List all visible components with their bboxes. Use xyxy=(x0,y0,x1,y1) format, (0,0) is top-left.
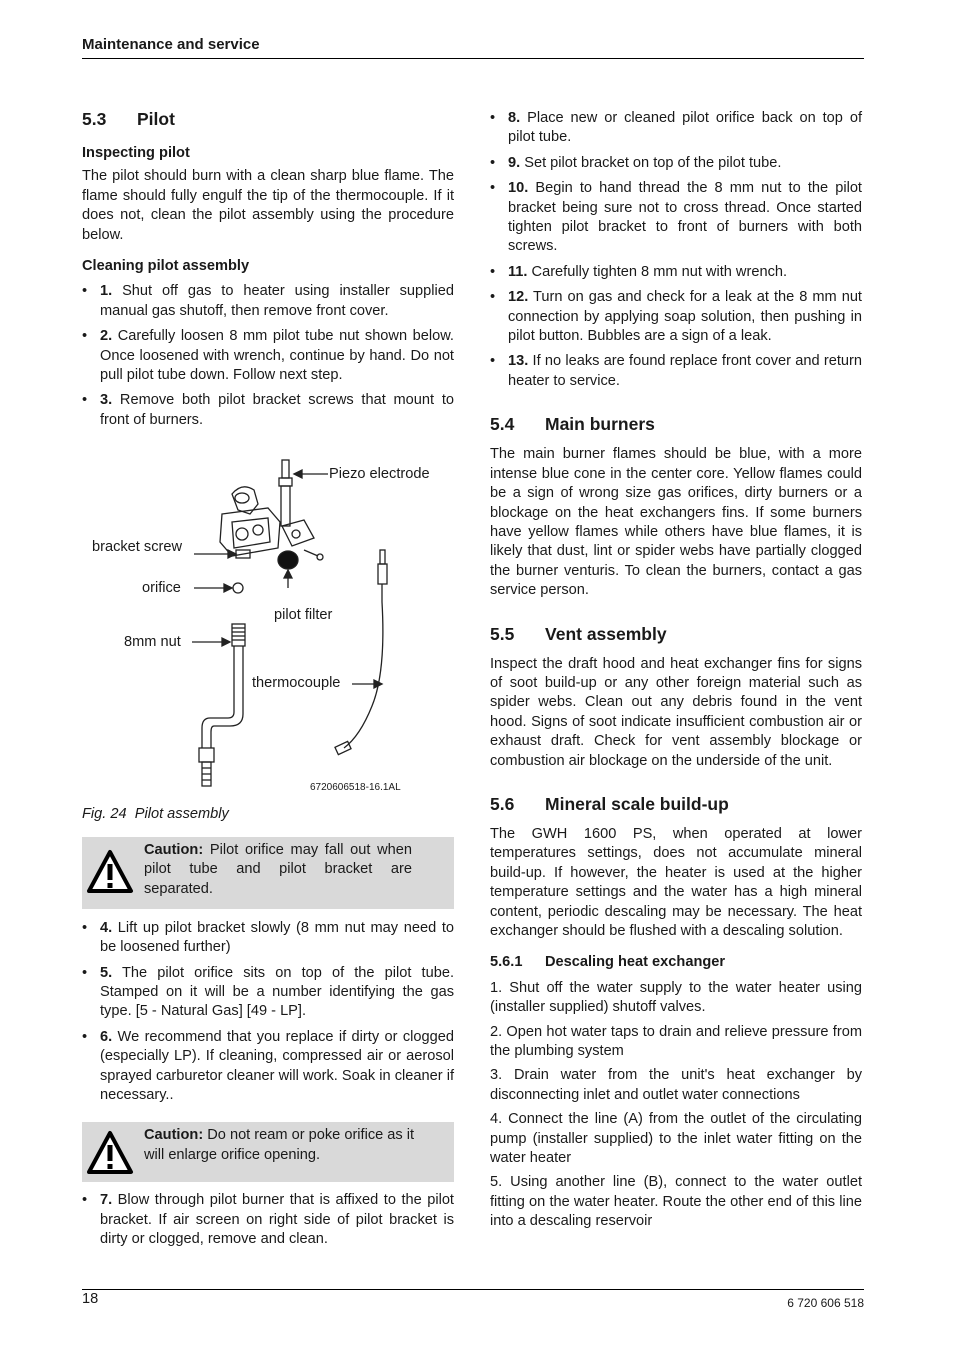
left-column xyxy=(82,108,454,1250)
figure-caption: Fig. 24 Pilot assembly xyxy=(82,806,229,823)
list-item: • 11. Carefully tighten 8 mm nut with wrench. xyxy=(490,263,862,282)
descale-step: 1. Shut off the water supply to the water heater using (installer supplied) shutoff valves. xyxy=(490,979,862,1016)
running-header: Maintenance and service xyxy=(82,36,260,53)
list-item: • 9. Set pilot bracket on top of the pilot tube. xyxy=(490,154,862,173)
inspecting-pilot-heading: Inspecting pilot xyxy=(82,145,190,161)
list-item: • 6. We recommend that you replace if dirty or clogged (especially LP). If cleaning, compressed air or aerosol sprayed carburetor cleaner will work. Soak in cleaner if necessary.. xyxy=(82,1028,454,1106)
list-item: • 2. Carefully loosen 8 mm pilot tube nut shown below. Once loosened with wrench, continue by hand. Do not pull pilot tube down. Follow next step. xyxy=(82,327,454,385)
caution-box-ream xyxy=(82,1122,454,1182)
warning-icon xyxy=(86,849,134,895)
label-8mm-nut: 8mm nut xyxy=(124,634,181,651)
caution-box-orifice xyxy=(82,837,454,909)
list-item: • 3. Remove both pilot bracket screws that mount to front of burners. xyxy=(82,391,454,430)
right-column xyxy=(490,109,862,1232)
steps-list-a xyxy=(82,282,454,430)
list-item: • 10. Begin to hand thread the 8 mm nut to the pilot bracket being sure not to cross thread. Once started tighten pilot bracket to front of burners with both screws. xyxy=(490,179,862,257)
header-rule xyxy=(82,58,864,59)
cleaning-pilot-heading: Cleaning pilot assembly xyxy=(82,258,250,275)
label-piezo-electrode: Piezo electrode xyxy=(329,466,430,483)
label-bracket-screw: bracket screw xyxy=(92,539,183,556)
list-item: • 7. Blow through pilot burner that is affixed to the pilot bracket. If air screen on right side of pilot bracket is dirty or clogged, remove and clean. xyxy=(82,1191,454,1249)
list-item: • 5. The pilot orifice sits on top of the pilot tube. Stamped on it will be a number identifying the gas type. [5 - Natural Gas] [49 - LP]. xyxy=(82,964,454,1022)
mineral-scale-text: The GWH 1600 PS, when operated at lower temperatures settings, does not accumulate mineral build-up. If however, the heater is used at the higher temperature settings and the water has a high mineral content, periodic descaling may be necessary. The heat exchanger should be flushed with a descaling solution. xyxy=(490,825,862,939)
pilot-assembly-drawing xyxy=(82,452,454,802)
list-item: • 1. Shut off gas to heater using installer supplied manual gas shutoff, then remove front cover. xyxy=(82,282,454,321)
warning-icon xyxy=(86,1130,134,1176)
steps-list-b xyxy=(82,919,454,1106)
label-pilot-filter: pilot filter xyxy=(274,607,333,624)
caution-text: Caution: Pilot orifice may fall out when pilot tube and pilot bracket are separated. xyxy=(144,841,412,897)
list-item: • 4. Lift up pilot bracket slowly (8 mm nut may need to be loosened further) xyxy=(82,919,454,958)
descale-step: 2. Open hot water taps to drain and relieve pressure from the plumbing system xyxy=(490,1023,862,1060)
section-5-5-heading: 5.5 Vent assembly xyxy=(490,623,667,644)
descale-step: 4. Connect the line (A) from the outlet of the circulating pump (installer supplied) to the inlet water fitting on the water heater xyxy=(490,1111,862,1167)
list-item: • 12. Turn on gas and check for a leak at the 8 mm nut connection by applying soap solution, then pushing in pilot button. Bubbles are a sign of a leak. xyxy=(490,288,862,346)
section-5-6-1-heading: 5.6.1 Descaling heat exchanger xyxy=(490,954,726,971)
document-number: 6 720 606 518 xyxy=(787,1296,864,1310)
main-burners-text: The main burner flames should be blue, with a more intense blue cone in the center core. Yellow flames could be a sign of wrong size gas orifices, dirty burners or a blockage on the heat exchangers fins. If some burners have yellow flames while others have blue flames, it is likely that dust, lint or spider webs have partially clogged the burner venturis. To clean the burners, contact a gas service person. xyxy=(490,446,862,599)
caution-text: Caution: Do not ream or poke orifice as it will enlarge orifice opening. xyxy=(144,1127,415,1163)
steps-list-d xyxy=(490,109,862,391)
label-thermocouple: thermocouple xyxy=(252,675,341,692)
section-5-3-heading: 5.3 Pilot xyxy=(82,109,175,129)
label-orifice: orifice xyxy=(142,580,181,597)
vent-assembly-text: Inspect the draft hood and heat exchanger fins for signs of soot build-up or any other foreign material such as spider webs. Clean out any debris found in the vent hood. Signs of soot indicate insufficient combustion air or exhaust draft. Check for vent assembly blockage or combustion air blockage on the underside of the unit. xyxy=(490,655,862,769)
list-item: • 13. If no leaks are found replace front cover and return heater to service. xyxy=(490,352,862,391)
steps-list-c xyxy=(82,1191,454,1249)
figure-code: 6720606518-16.1AL xyxy=(310,782,401,794)
descale-step: 3. Drain water from the unit's heat exchanger by disconnecting inlet and outlet water connections xyxy=(490,1067,862,1103)
page-number: 18 xyxy=(82,1291,99,1307)
section-5-4-heading: 5.4 Main burners xyxy=(490,414,655,435)
list-item: • 8. Place new or cleaned pilot orifice back on top of pilot tube. xyxy=(490,109,862,148)
descale-step: 5. Using another line (B), connect to the water outlet fitting on the water heater. Route the other end of this line into a descaling reservoir xyxy=(490,1174,862,1230)
section-5-6-heading: 5.6 Mineral scale build-up xyxy=(490,793,729,814)
footer-rule xyxy=(82,1289,864,1290)
inspecting-pilot-text: The pilot should burn with a clean sharp blue flame. The flame should fully engulf the tip of the thermocouple. If it does not, clean the pilot assembly using the procedure below. xyxy=(82,168,454,243)
pilot-assembly-figure xyxy=(82,452,454,802)
